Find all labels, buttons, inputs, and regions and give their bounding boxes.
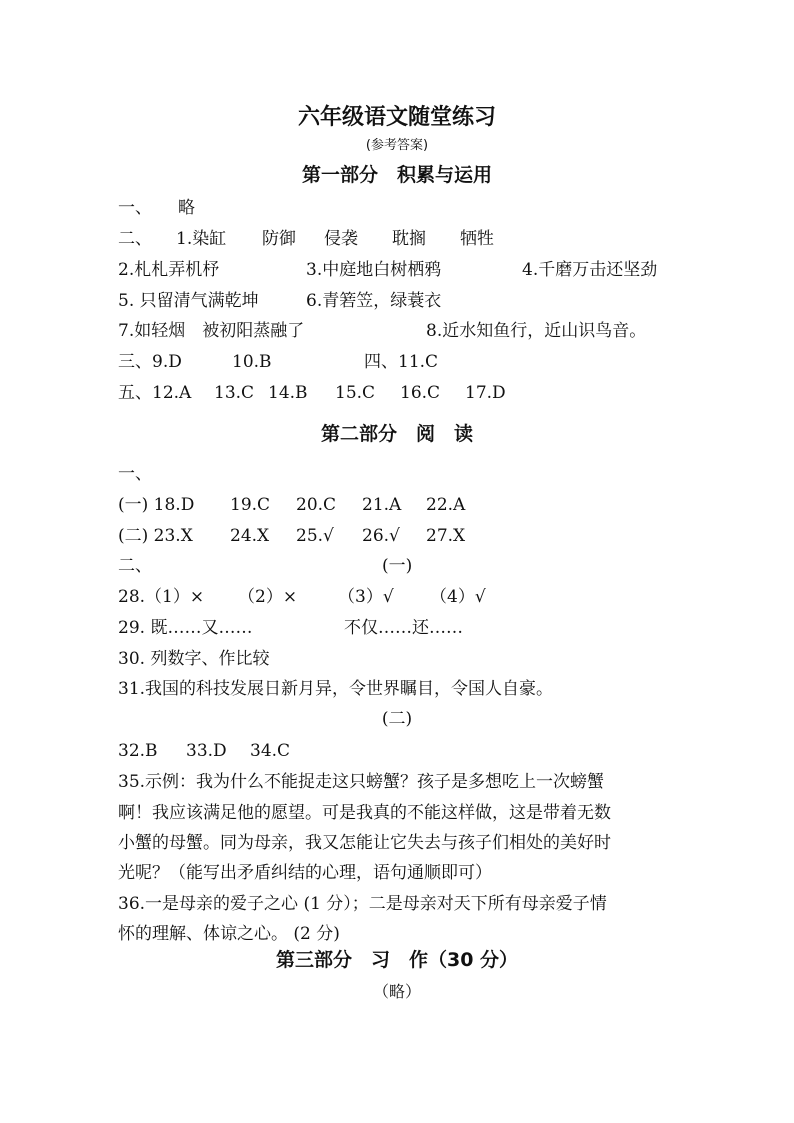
answer-text: 17.D [465,383,506,403]
answer-text: 8.近水知鱼行，近山识鸟音。 [426,321,647,341]
question-number: 二、 [118,229,152,249]
answer-line: 35.示例：我为什么不能捉走这只螃蟹？孩子是多想吃上一次螃蟹 [118,772,605,792]
answer-text: 三、9.D [118,352,182,372]
answer-text: 34.C [250,741,291,761]
answer-text: 3.中庭地白树栖鸦 [306,260,442,280]
question-number: 一、 [118,198,152,218]
answer-line: 啊！我应该满足他的愿望。可是我真的不能这样做，这是带着无数 [118,803,611,823]
answer-line: 30. 列数字、作比较 [118,649,270,669]
answer-text: 四、11.C [364,352,439,372]
answer-text: 28.（1）× [118,587,205,607]
question-number: 一、 [118,464,152,484]
answer-text: 14.B [268,383,308,403]
section-note: （略） [372,982,421,1001]
answer-text: 16.C [400,383,441,403]
answer-text: 五、12.A [118,383,192,403]
answer-text: 2.札札弄机杼 [118,260,220,280]
answer-text: 20.C [296,495,337,515]
section-title-part3: 第三部分 习 作（30 分） [275,949,519,971]
answer-text: （4）√ [430,587,486,607]
section-title-part2: 第二部分 阅 读 [320,423,473,445]
answer-text: 6.青箬笠，绿蓑衣 [306,291,442,311]
answer-text: 32.B [118,741,158,761]
page-subtitle: (参考答案) [365,138,429,153]
answer-text: 7.如轻烟 被初阳蒸融了 [118,321,305,341]
answer-line: 31.我国的科技发展日新月异，令世界瞩目，令国人自豪。 [118,679,554,699]
answer-text: 24.X [230,526,270,546]
answer-text: 1.染缸 [176,229,227,249]
answer-text: 10.B [232,352,272,372]
answer-text: （2）× [238,587,298,607]
answer-text: 耽搁 [392,229,426,249]
answer-text: 26.√ [362,526,400,546]
answer-text: 15.C [335,383,376,403]
answer-line: 小蟹的母蟹。同为母亲，我又怎能让它失去与孩子们相处的美好时 [118,833,611,853]
answer-text: 27.X [426,526,466,546]
answer-text: （3）√ [338,587,394,607]
subsection-label: (二) [381,709,413,729]
answer-line: 36.一是母亲的爱子之心 (1 分）；二是母亲对天下所有母亲爱子情 [118,894,607,914]
subsection-label: (一) [382,556,413,576]
answer-text: 29. 既……又…… [118,618,253,638]
answer-text: 13.C [214,383,255,403]
answer-text: 25.√ [296,526,334,546]
answer-line: 怀的理解、体谅之心。 (2 分) [118,924,340,944]
question-number: 二、 [118,556,152,576]
page-title: 六年级语文随堂练习 [297,105,496,130]
answer-text: 4.千磨万击还坚劲 [522,260,658,280]
answer-text: 不仅……还…… [344,618,463,638]
answer-text: 略 [178,198,195,218]
answer-line: 光呢？（能写出矛盾纠结的心理，语句通顺即可） [118,863,492,883]
answer-text: 牺牲 [460,229,494,249]
answer-text: 5. 只留清气满乾坤 [118,291,259,311]
answer-text: 22.A [426,495,466,515]
answer-text: (二) 23.X [118,526,193,546]
answer-text: 33.D [186,741,227,761]
section-title-part1: 第一部分 积累与运用 [301,164,492,186]
answer-text: 21.A [362,495,402,515]
answer-text: 19.C [230,495,271,515]
answer-text: 侵袭 [324,229,358,249]
answer-text: 防御 [262,229,296,249]
answer-text: (一) 18.D [118,495,195,515]
